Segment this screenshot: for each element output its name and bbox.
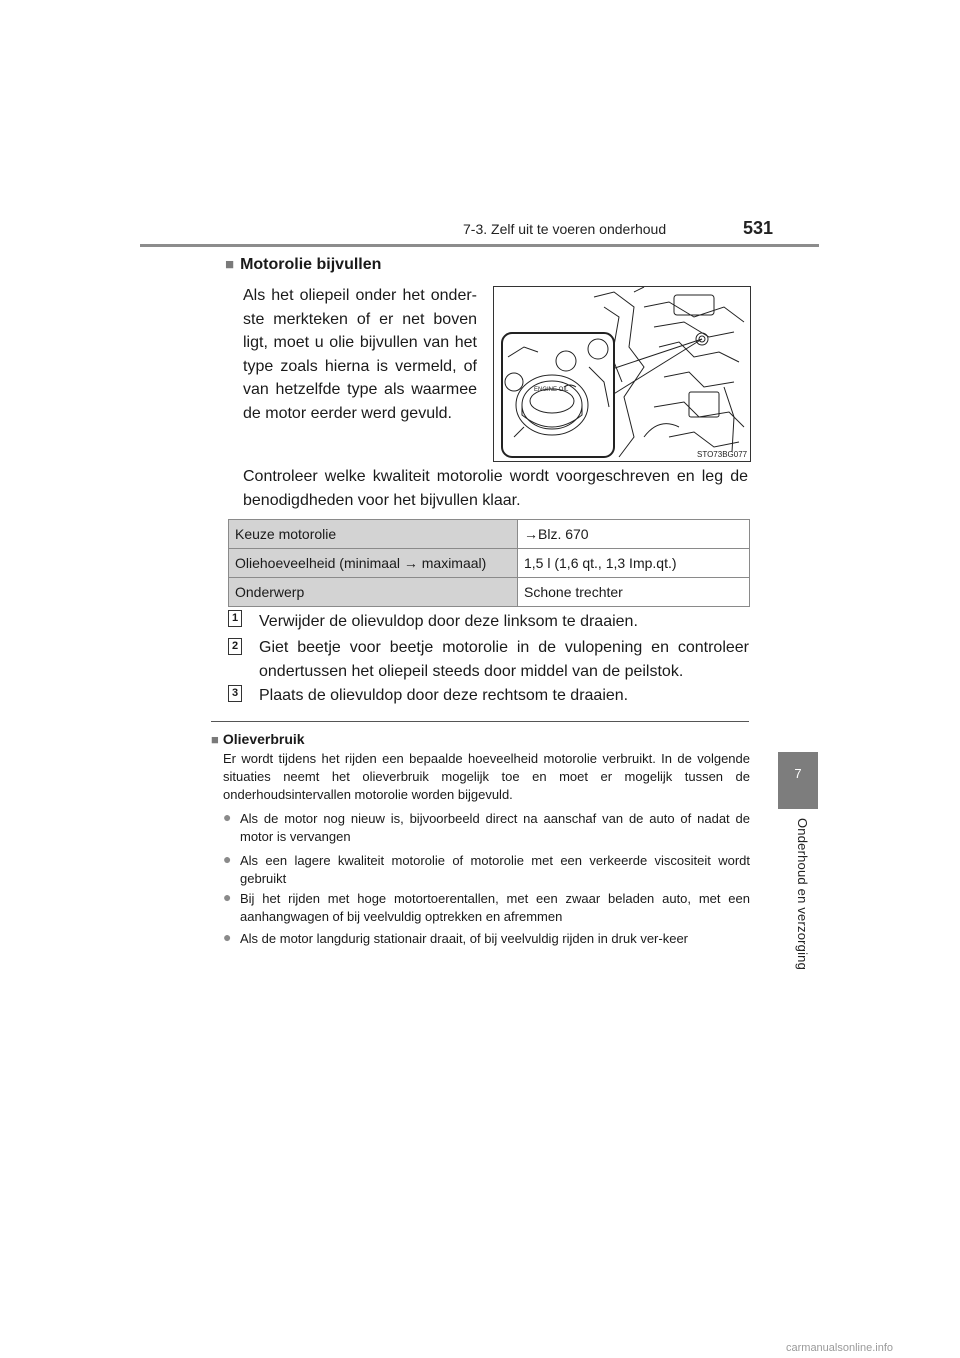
step-text: Giet beetje voor beetje motorolie in de vulopening en controleer ondertussen het oliepeil steeds door middel van de peilstok. bbox=[259, 639, 749, 680]
section-divider bbox=[211, 721, 749, 722]
step-number-badge: 1 bbox=[228, 610, 242, 627]
list-item: Als een lagere kwaliteit motorolie of motorolie met een verkeerde viscositeit wordt gebruikt bbox=[240, 853, 750, 886]
body-paragraph: Controleer welke kwaliteit motorolie wordt voorgeschreven en leg de benodigdheden voor het bijvullen klaar. bbox=[243, 468, 748, 509]
section-title bbox=[225, 256, 381, 274]
table-key-cell: Oliehoeveelheid (minimaal → maximaal) bbox=[229, 549, 518, 578]
note-title-text: Olieverbruik bbox=[222, 731, 305, 747]
engine-bay-drawing bbox=[494, 287, 750, 461]
table-value-cell: 1,5 l (1,6 qt., 1,3 Imp.qt.) bbox=[518, 549, 750, 578]
page-number: 531 bbox=[743, 218, 774, 238]
bullet-dot-icon: ● bbox=[223, 889, 232, 905]
engine-oil-cap-illustration bbox=[493, 286, 751, 462]
table-value-cell: →Blz. 670 bbox=[518, 520, 750, 549]
chapter-number: 7 bbox=[794, 766, 802, 781]
bullet-dot-icon: ● bbox=[223, 809, 232, 825]
table-key-cell: Keuze motorolie bbox=[229, 520, 518, 549]
square-bullet-icon: ■ bbox=[211, 732, 219, 747]
table-row bbox=[229, 520, 750, 549]
list-item: Als de motor nog nieuw is, bijvoorbeeld direct na aanschaf van de auto of nadat de motor is vervangen bbox=[240, 811, 750, 844]
bullet-dot-icon: ● bbox=[223, 929, 232, 945]
note-title bbox=[211, 731, 305, 747]
table-row bbox=[229, 549, 750, 578]
chapter-tab bbox=[778, 752, 818, 809]
engine-oil-label: ENGINE OIL bbox=[534, 387, 569, 393]
step-number-badge: 3 bbox=[228, 685, 242, 702]
step-number-badge: 2 bbox=[228, 638, 242, 655]
section-title-text: Motorolie bijvullen bbox=[240, 256, 382, 273]
table-value-cell: Schone trechter bbox=[518, 578, 750, 607]
figure-caption: STO73BG077 bbox=[697, 450, 748, 459]
header-rule bbox=[140, 244, 819, 247]
intro-paragraph: Als het oliepeil onder het onder-ste merkteken of er net boven ligt, moet u olie bijvullen van het type zoals hierna is vermeld, of van hetzelfde type als waarmee de motor eerder werd gevuld. bbox=[243, 287, 477, 422]
oil-requirements-table bbox=[228, 519, 750, 607]
step-text: Verwijder de olievuldop door deze linksom te draaien. bbox=[259, 613, 638, 630]
chapter-label: Onderhoud en verzorging bbox=[795, 818, 810, 971]
site-watermark: carmanualsonline.info bbox=[786, 1342, 894, 1354]
running-header-section: 7-3. Zelf uit te voeren onderhoud bbox=[463, 221, 667, 237]
table-row bbox=[229, 578, 750, 607]
note-body: Er wordt tijdens het rijden een bepaalde hoeveelheid motorolie verbruikt. In de volgende situaties neemt het olieverbruik mogelijk toe en moet er mogelijk tussen de onderhoudsintervallen motorolie worden bijgevuld. bbox=[223, 751, 750, 802]
table-key-cell: Onderwerp bbox=[229, 578, 518, 607]
bullet-dot-icon: ● bbox=[223, 851, 232, 867]
step-text: Plaats de olievuldop door deze rechtsom te draaien. bbox=[259, 687, 629, 704]
list-item: Bij het rijden met hoge motortoerentallen, met een zwaar beladen auto, met een aanhangwagen of bij veelvuldig optrekken en afremmen bbox=[240, 891, 750, 924]
square-bullet-icon: ■ bbox=[225, 256, 235, 273]
list-item: Als de motor langdurig stationair draait, of bij veelvuldig rijden in druk ver-keer bbox=[240, 931, 688, 946]
